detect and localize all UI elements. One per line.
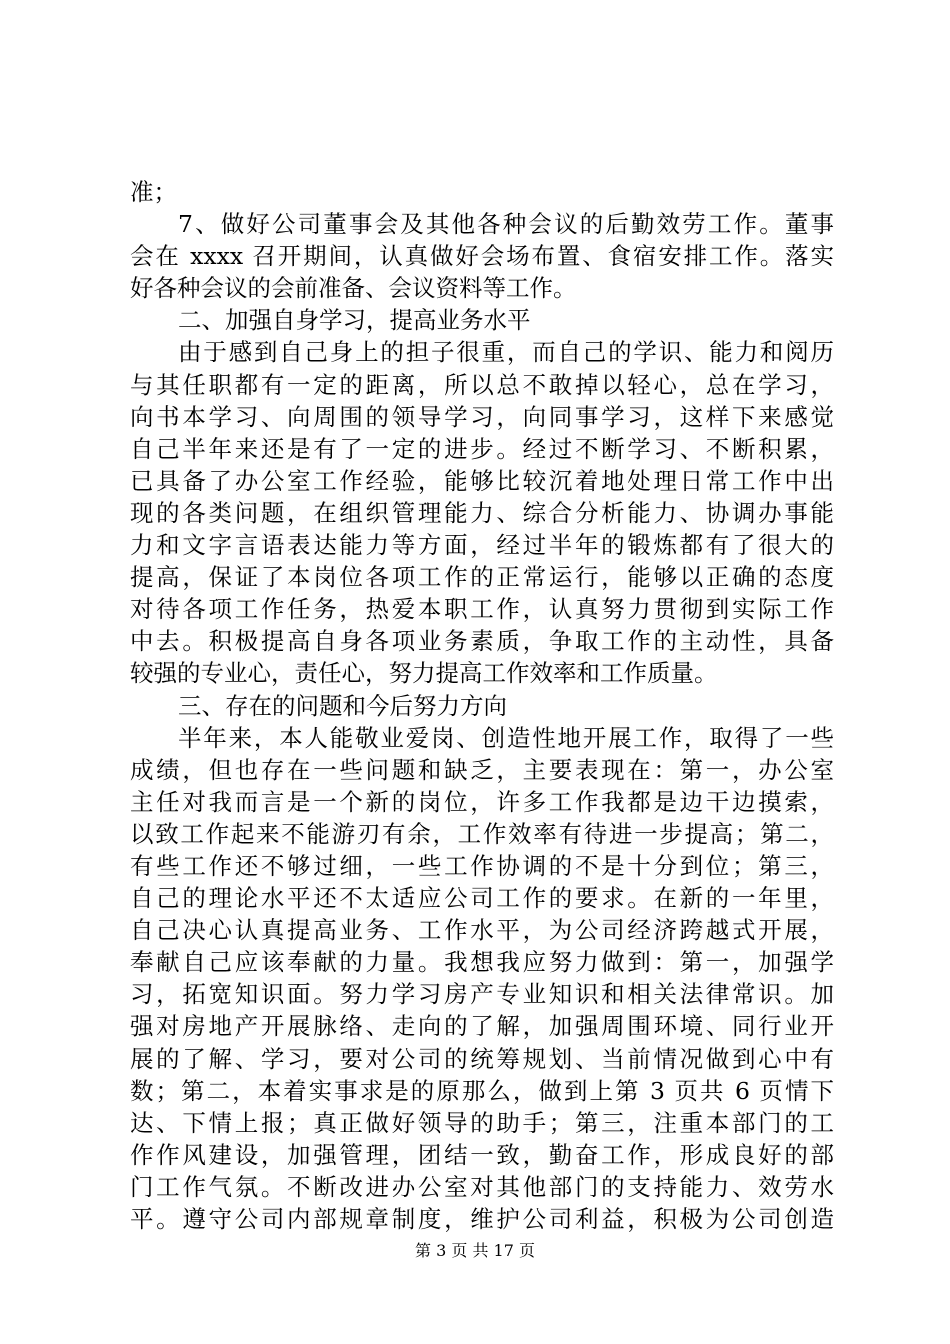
page-number-footer: 第 3 页 共 17 页 xyxy=(415,1241,535,1260)
text-line: 好各种会议的会前准备、会议资料等工作。 xyxy=(130,274,577,303)
text-line: 半年来，本人能敬业爱岗、创造性地开展工作，取得了一些 xyxy=(178,723,834,752)
text-line: 习，拓宽知识面。努力学习房产专业知识和相关法律常识。加 xyxy=(130,980,834,1009)
text-line: 会在 xxxx 召开期间，认真做好会场布置、食宿安排工作。落实 xyxy=(130,242,834,271)
document-body xyxy=(130,176,834,1235)
text-line: 7、做好公司董事会及其他各种会议的后勤效劳工作。董事 xyxy=(178,210,834,239)
text-line: 门工作气氛。不断改进办公室对其他部门的支持能力、效劳水 xyxy=(130,1172,834,1201)
text-line: 力和文字言语表达能力等方面，经过半年的锻炼都有了很大的 xyxy=(130,531,834,560)
text-line: 达、下情上报；真正做好领导的助手；第三，注重本部门的工 xyxy=(130,1108,834,1137)
text-line: 已具备了办公室工作经验，能够比较沉着地处理日常工作中出 xyxy=(130,466,834,495)
text-line: 现的各类问题，在组织管理能力、综合分析能力、协调办事能 xyxy=(130,498,834,527)
text-line: 较强的专业心，责任心，努力提高工作效率和工作质量。 xyxy=(130,659,718,688)
text-line: 平。遵守公司内部规章制度，维护公司利益，积极为公司创造 xyxy=(130,1205,834,1233)
text-line: 有些工作还不够过细，一些工作协调的不是十分到位；第三， xyxy=(130,851,834,880)
text-line: 向书本学习、向周围的领导学习，向同事学习，这样下来感觉 xyxy=(130,402,834,431)
text-line: 对待各项工作任务，热爱本职工作，认真努力贯彻到实际工作 xyxy=(130,595,834,624)
section-heading: 二、加强自身学习，提高业务水平 xyxy=(178,306,531,335)
text-line: 自己半年来还是有了一定的进步。经过不断学习、不断积累， xyxy=(130,434,834,463)
section-heading: 三、存在的问题和今后努力方向 xyxy=(178,691,507,720)
text-line: 作作风建设，加强管理，团结一致，勤奋工作，形成良好的部 xyxy=(130,1140,834,1169)
text-line: 自己决心认真提高业务、工作水平，为公司经济跨越式开展， xyxy=(130,916,834,945)
text-line: 数；第二，本着实事求是的原那么，做到上第 3 页共 6 页情下 xyxy=(130,1076,834,1105)
text-line: 以致工作起来不能游刃有余，工作效率有待进一步提高；第二， xyxy=(130,819,834,848)
text-line: 主任对我而言是一个新的岗位，许多工作我都是边干边摸索， xyxy=(130,787,834,816)
text-line: 中去。积极提高自身各项业务素质，争取工作的主动性，具备 xyxy=(130,627,834,656)
text-line: 展的了解、学习，要对公司的统筹规划、当前情况做到心中有 xyxy=(130,1044,834,1073)
text-line: 由于感到自己身上的担子很重，而自己的学识、能力和阅历 xyxy=(178,338,834,367)
text-line: 奉献自己应该奉献的力量。我想我应努力做到：第一，加强学 xyxy=(130,948,834,977)
text-line: 提高，保证了本岗位各项工作的正常运行，能够以正确的态度 xyxy=(130,563,834,592)
text-line: 与其任职都有一定的距离，所以总不敢掉以轻心，总在学习， xyxy=(130,370,834,399)
text-line: 成绩，但也存在一些问题和缺乏，主要表现在：第一，办公室 xyxy=(130,755,834,784)
text-line: 自己的理论水平还不太适应公司工作的要求。在新的一年里， xyxy=(130,884,834,913)
text-line: 强对房地产开展脉络、走向的了解，加强周围环境、同行业开 xyxy=(130,1012,834,1041)
text-line: 准； xyxy=(130,178,177,206)
